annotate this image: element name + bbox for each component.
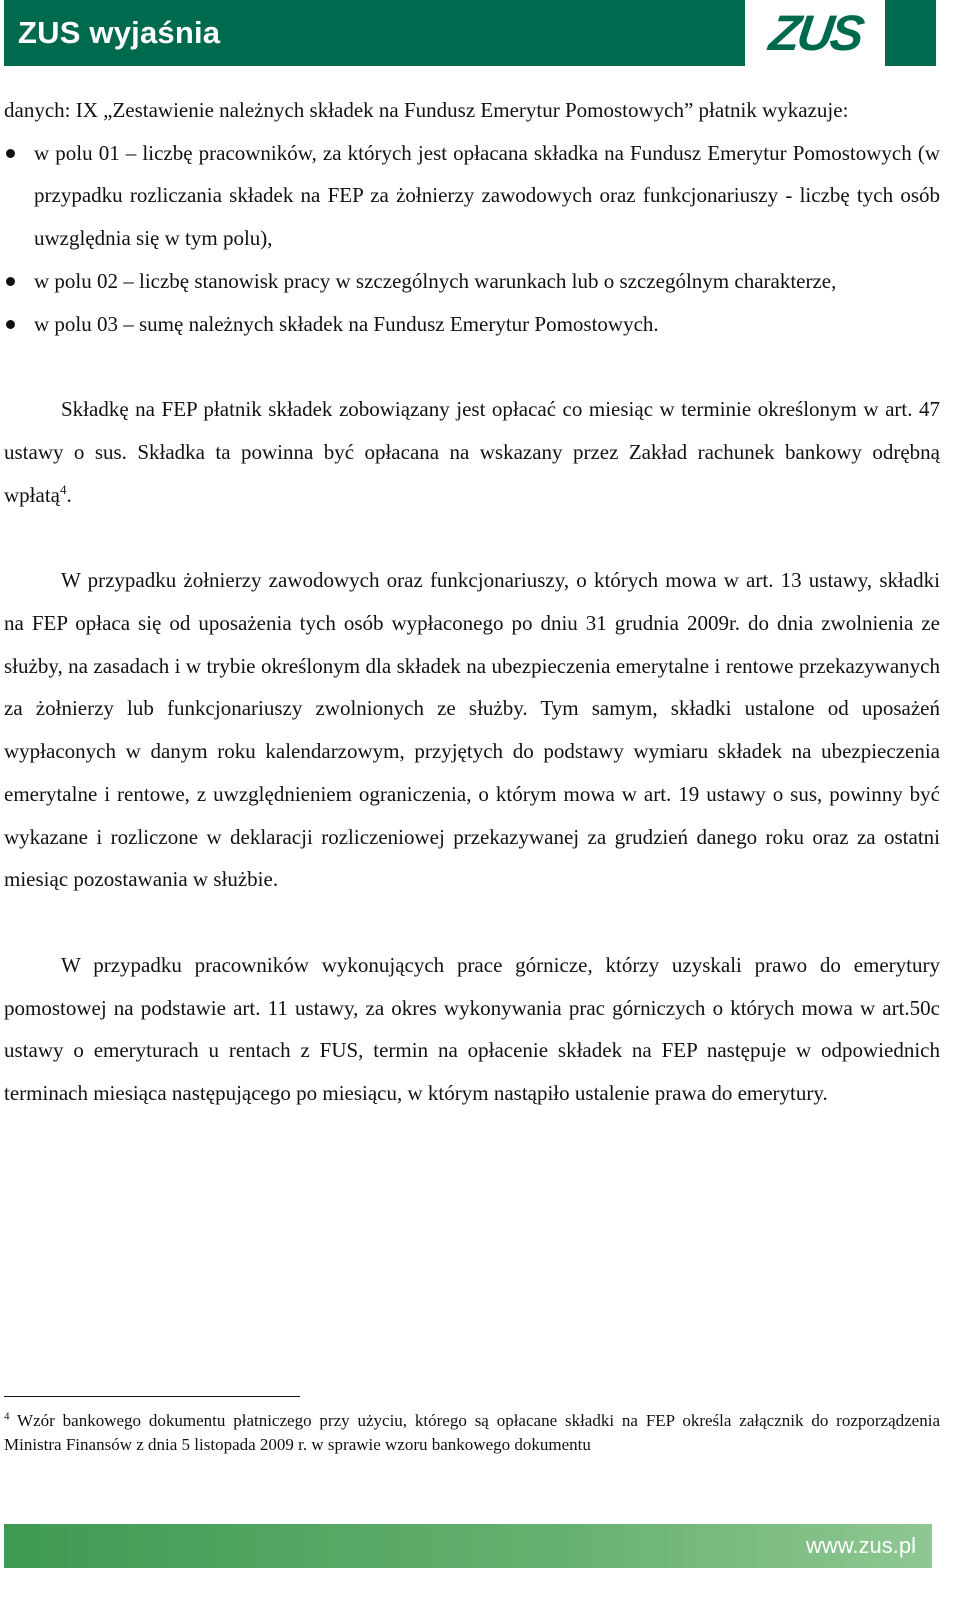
list-item [4,132,940,260]
list-item-text: w polu 01 – liczbę pracowników, za których jest opłacana składka na Fundusz Emerytur Pomostowych (w przypadku rozliczania składek na FEP za żołnierzy zawodowych oraz funkcjonariuszy - liczbę tych osób uwzględnia się w tym polu), [34,140,940,251]
zus-logo-text: ZUS [765,5,865,61]
bullet-list [4,132,940,346]
document-body [4,89,940,1115]
header-title-bar [4,0,745,66]
header-accent-block [885,0,936,66]
footnote-number: 4 [4,1410,10,1423]
paragraph-payment-deadline [4,388,940,516]
list-item-text: w polu 02 – liczbę stanowisk pracy w szczególnych warunkach lub o szczególnym charakterze, [34,268,837,293]
footnote [4,1409,940,1457]
paragraph-miners: W przypadku pracowników wykonujących prace górnicze, którzy uzyskali prawo do emerytury pomostowej na podstawie art. 11 ustawy, za okres wykonywania prac górniczych o których mowa w art.50c ustawy o emeryturach u rentach z FUS, termin na opłacenie składek na FEP następuje w odpowiednich terminach miesiąca następującego po miesiącu, w którym nastąpiło ustalenie prawa do emerytury. [4,952,940,1106]
footnote-divider [4,1396,300,1397]
list-item [4,260,940,303]
footer-url: www.zus.pl [805,1533,916,1558]
bullet-icon [6,149,15,158]
list-item-text: w polu 03 – sumę należnych składek na Fundusz Emerytur Pomostowych. [34,311,659,336]
page-footer [4,1524,932,1568]
header-title: ZUS wyjaśnia [18,15,221,50]
bullet-icon [6,320,15,329]
paragraph-end: . [66,482,72,507]
bullet-icon [6,277,15,286]
page-header [4,0,936,68]
zus-logo [745,0,885,66]
intro-paragraph: danych: IX „Zestawienie należnych składek na Fundusz Emerytur Pomostowych” płatnik wykazuje: [4,98,849,122]
list-item [4,303,940,346]
paragraph-soldiers: W przypadku żołnierzy zawodowych oraz funkcjonariuszy, o których mowa w art. 13 ustawy, składki na FEP opłaca się od uposażenia tych osób wypłaconego po dniu 31 grudnia 2009r. do dnia zwolnienia ze służby, na zasadach i w trybie określonym dla składek na ubezpieczenia emerytalne i rentowe przekazywanych za żołnierzy lub funkcjonariuszy zwolnionych ze służby. Tym samym, składki ustalone od uposażeń wypłaconych w danym roku kalendarzowym, przyjętych do podstawy wymiaru składek na ubezpieczenia emerytalne i rentowe, z uwzględnieniem ograniczenia, o którym mowa w art. 19 ustawy o sus, powinny być wykazane i rozliczone w deklaracji rozliczeniowej przekazywanej za grudzień danego roku oraz za ostatni miesiąc pozostawania w służbie. [4,568,940,892]
footnote-text: Wzór bankowego dokumentu płatniczego przy użyciu, którego są opłacane składki na FEP określa załącznik do rozporządzenia Ministra Finansów z dnia 5 listopada 2009 r. w sprawie wzoru bankowego dokumentu [4,1411,940,1454]
paragraph-text: Składkę na FEP płatnik składek zobowiązany jest opłacać co miesiąc w terminie określonym w art. 47 ustawy o sus. Składka ta powinna być opłacana na wskazany przez Zakład rachunek bankowy odrębną wpłatą [4,397,940,507]
footnote-reference: 4 [59,481,67,497]
